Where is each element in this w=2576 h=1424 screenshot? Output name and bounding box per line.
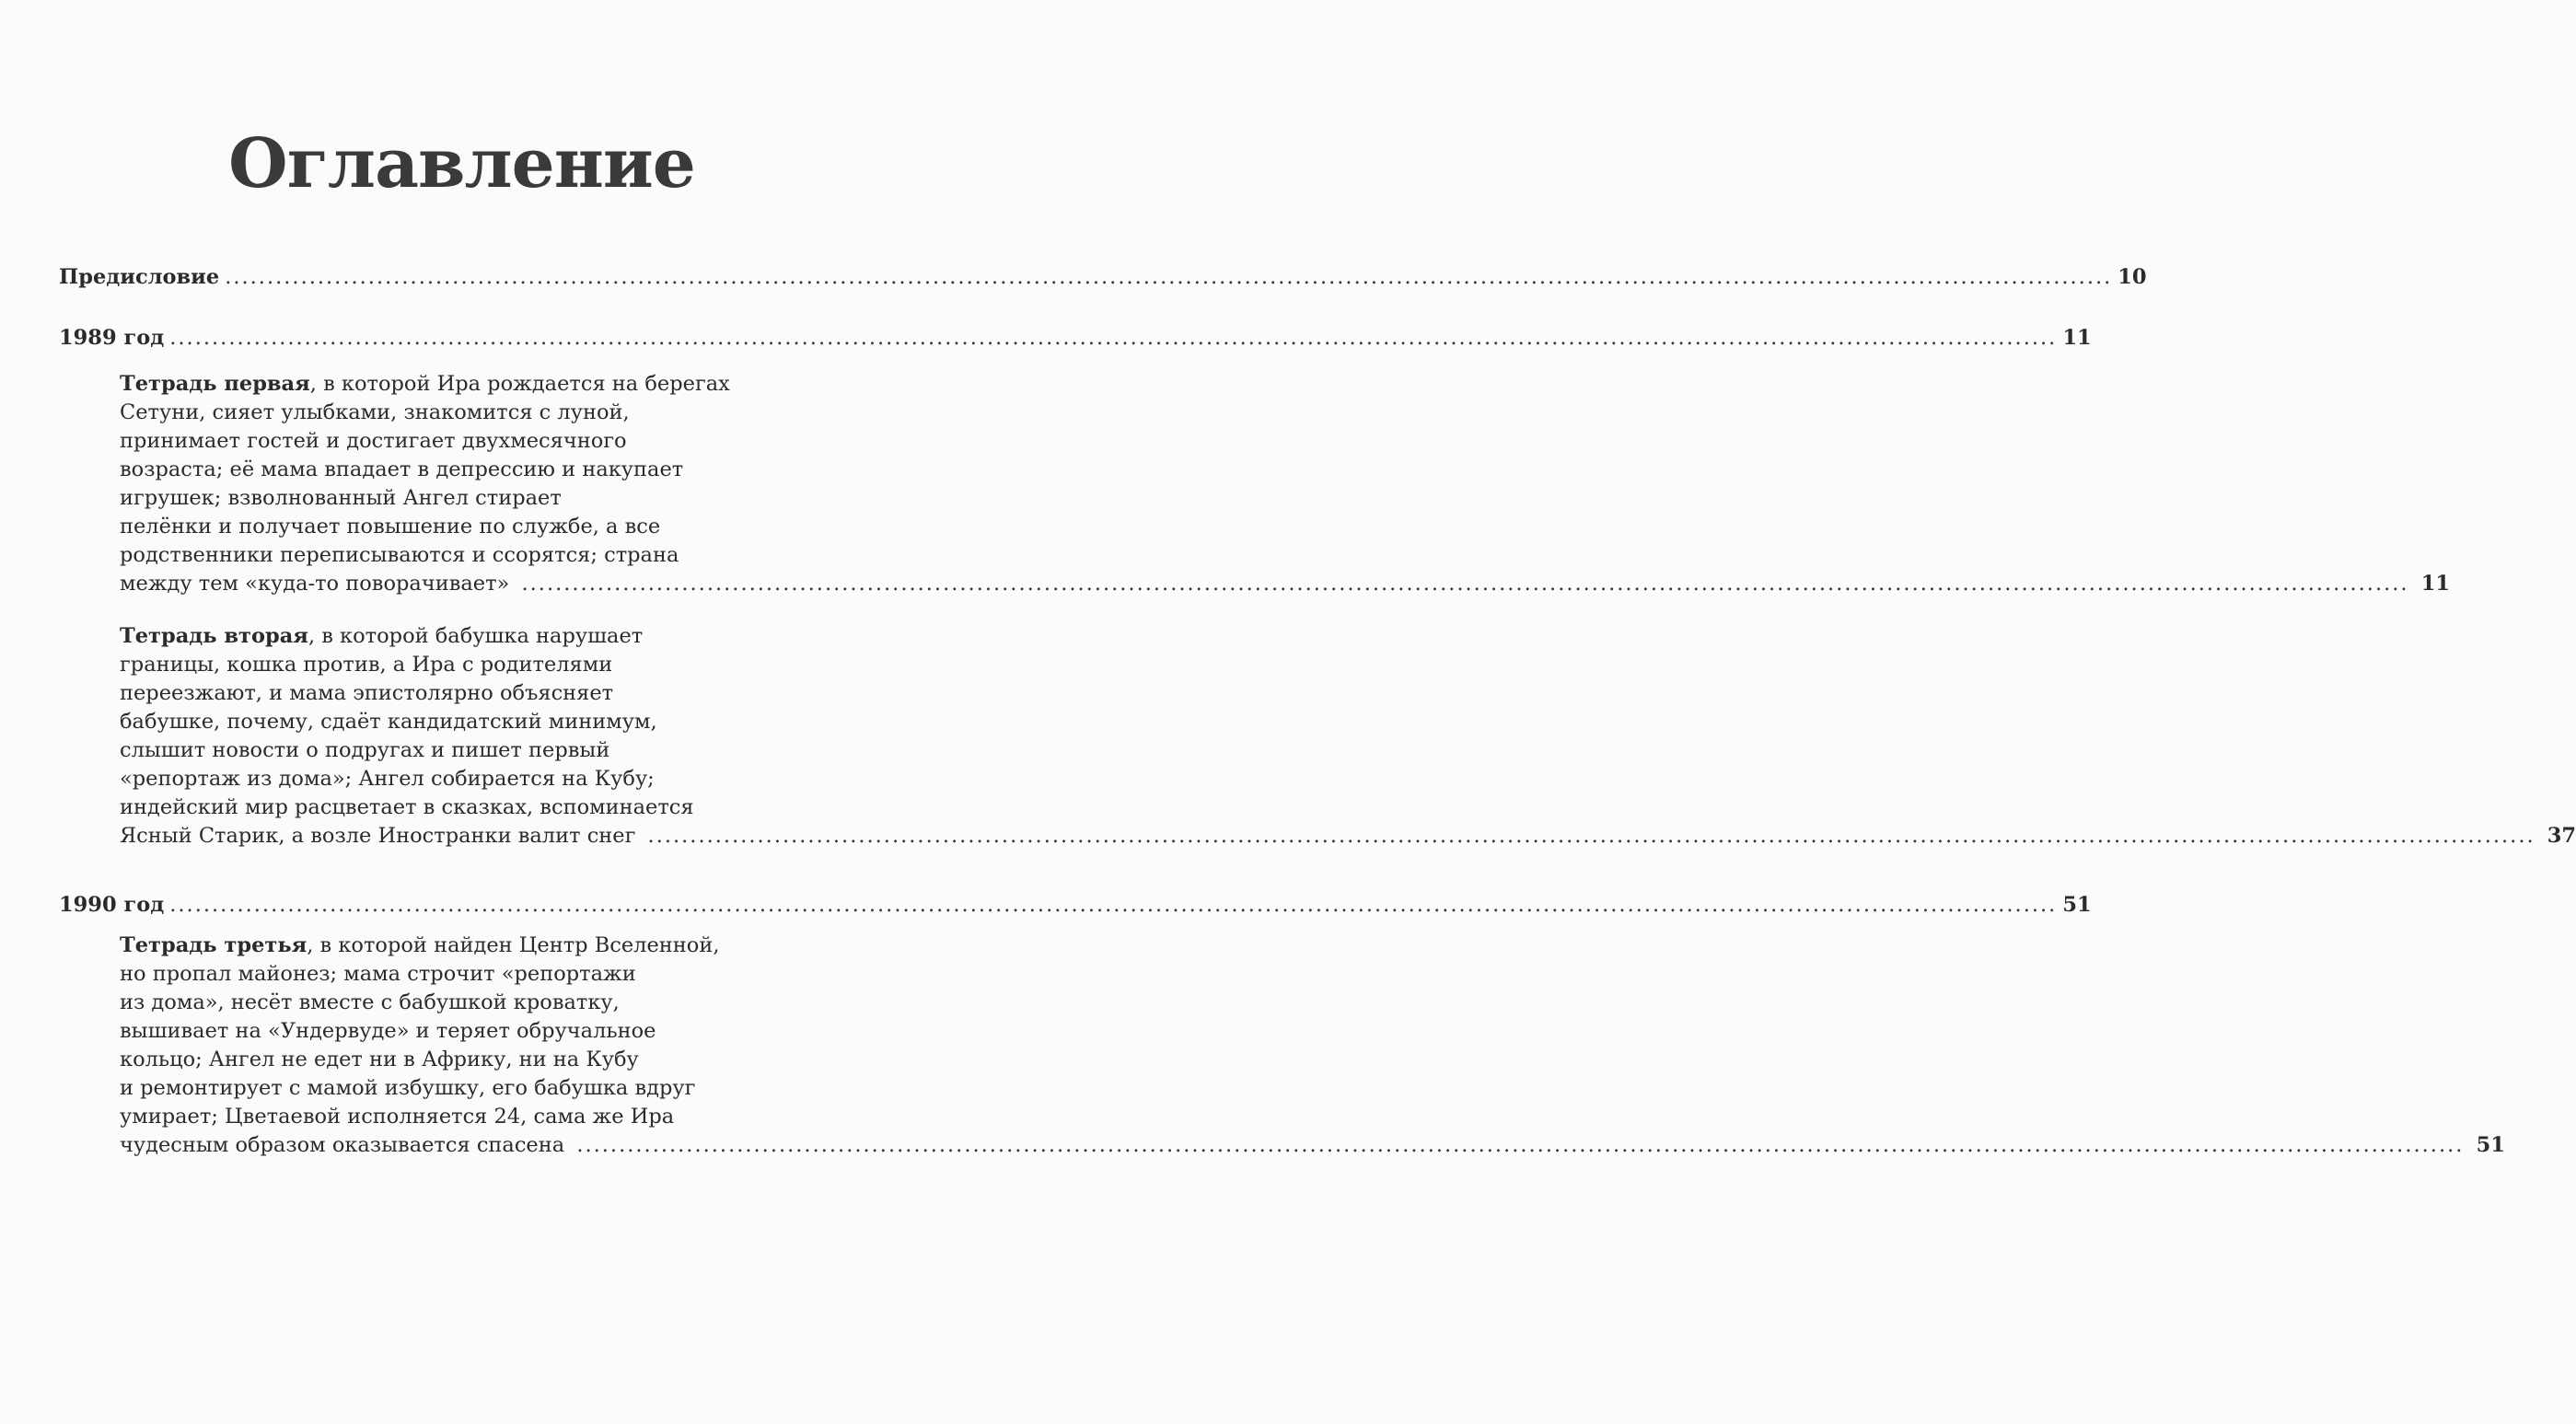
- dot-leader: [225, 263, 2112, 292]
- toc-entry-line: умирает; Цветаевой исполняется 24, сама же Ира: [120, 1105, 675, 1129]
- toc-entry-line: бабушке, почему, сдаёт кандидатский минимум,: [120, 710, 657, 734]
- toc-page-number: 37: [2547, 824, 2576, 848]
- toc-entry-line: родственники переписываются и ссорятся; страна: [120, 543, 679, 567]
- notebook-name: Тетрадь третья: [120, 933, 307, 957]
- toc-entry-line: Тетрадь первая, в которой Ира рождается на берегах: [120, 372, 730, 396]
- toc-entry-preface[interactable]: [59, 263, 2147, 292]
- dot-leader: [169, 324, 2057, 353]
- toc-entry-label: Предисловие: [59, 265, 220, 289]
- toc-entry-line: возраста; её мама впадает в депрессию и накупает: [120, 457, 684, 481]
- toc-entry-line: Сетуни, сияет улыбками, знакомится с луной,: [120, 400, 630, 424]
- toc-entry-label: 1989 год: [59, 326, 165, 350]
- toc-page-number: 11: [2420, 572, 2451, 596]
- toc-entry-line: и ремонтирует с мамой избушку, его бабушка вдруг: [120, 1076, 696, 1100]
- toc-entry-last-line: чудесным образом оказывается спасена ..... 51: [120, 1131, 810, 1160]
- page-title: Оглавление: [228, 124, 695, 203]
- notebook-name: Тетрадь первая: [120, 372, 310, 396]
- toc-entry-notebook-1[interactable]: [120, 370, 2451, 598]
- toc-entry-line: пелёнки и получает повышение по службе, а все: [120, 515, 661, 538]
- toc-entry-line: игрушек; взволнованный Ангел стирает: [120, 486, 562, 510]
- toc-entry-line: слышит новости о подругах и пишет первый: [120, 738, 610, 762]
- toc-entry-line: границы, кошка против, а Ира с родителями: [120, 653, 613, 677]
- toc-page-number: 51: [2476, 1133, 2505, 1157]
- toc-entry-line: Тетрадь третья, в которой найден Центр Вселенной,: [120, 933, 720, 957]
- toc-entry-line: Тетрадь вторая, в которой бабушка нарушает: [120, 624, 644, 648]
- toc-page-number: 11: [2062, 326, 2092, 350]
- toc-entry-1990[interactable]: [59, 891, 2092, 920]
- toc-entry-notebook-3[interactable]: [120, 932, 2505, 1160]
- toc-entry-line: из дома», несёт вместе с бабушкой кроватку,: [120, 990, 620, 1014]
- toc-page-number: 10: [2118, 265, 2147, 289]
- dot-leader: [521, 572, 2408, 596]
- toc-entry-line: кольцо; Ангел не едет ни в Африку, ни на Кубу: [120, 1048, 639, 1071]
- toc-entry-line: вышивает на «Ундервуде» и теряет обручальное: [120, 1019, 656, 1043]
- toc-entry-last-line: Ясный Старик, а возле Иностранки валит снег ..... 37: [120, 822, 810, 851]
- dot-leader: [576, 1133, 2464, 1157]
- toc-entry-line: переезжают, и мама эпистолярно объясняет: [120, 681, 614, 705]
- toc-entry-line: но пропал майонез; мама строчит «репортажи: [120, 962, 636, 986]
- notebook-name: Тетрадь вторая: [120, 624, 308, 648]
- toc-entry-1989[interactable]: [59, 324, 2092, 353]
- dot-leader: [169, 891, 2057, 920]
- toc-entry-last-line: между тем «куда-то поворачивает» ..... 11: [120, 570, 810, 598]
- toc-entry-notebook-2[interactable]: [120, 622, 2576, 851]
- toc-entry-line: индейский мир расцветает в сказках, вспоминается: [120, 795, 694, 819]
- toc-page-number: 51: [2062, 893, 2092, 917]
- toc-entry-line: «репортаж из дома»; Ангел собирается на Кубу;: [120, 767, 655, 791]
- toc-entry-label: 1990 год: [59, 893, 165, 917]
- toc-entry-line: принимает гостей и достигает двухмесячного: [120, 429, 627, 453]
- dot-leader: [648, 824, 2535, 848]
